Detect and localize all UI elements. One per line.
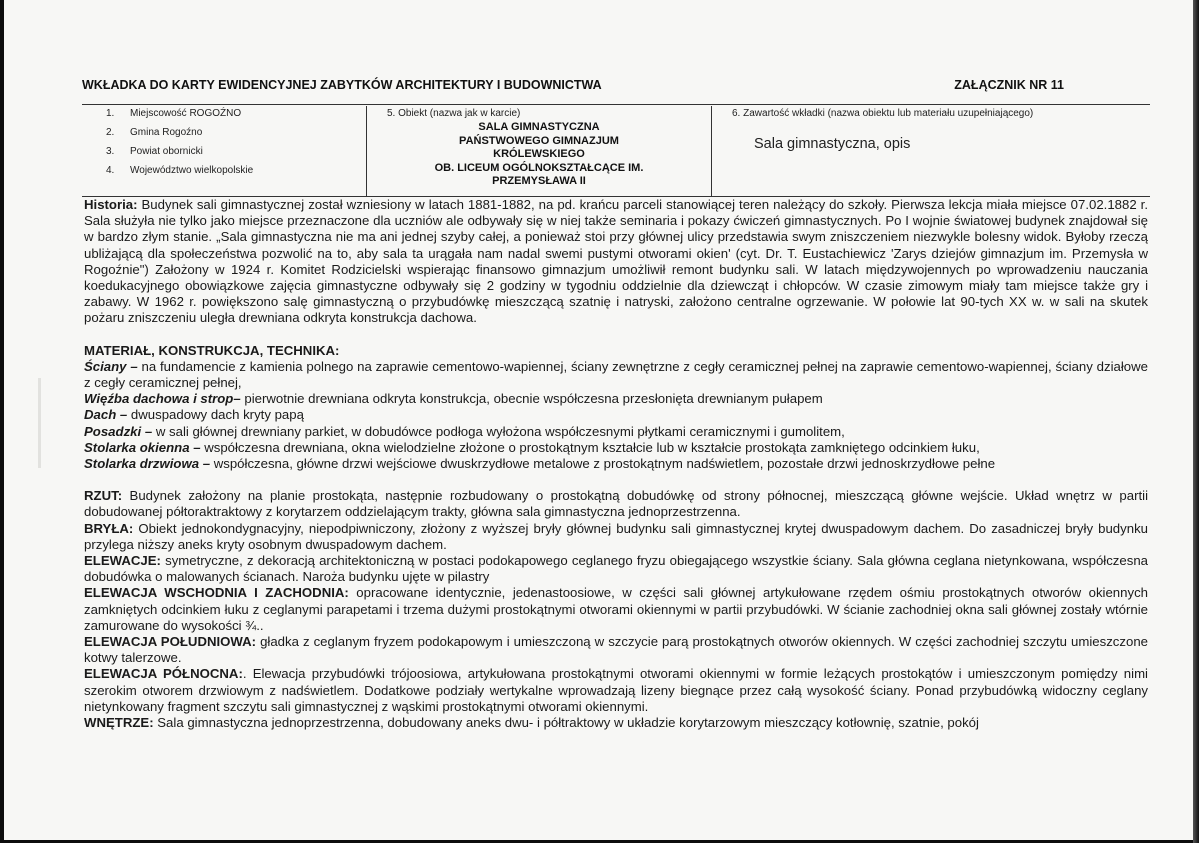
location-voivodeship: 4. Województwo wielkopolskie <box>106 165 254 176</box>
section-interior: WNĘTRZE: Sala gimnastyczna jednoprzestrzenna, dobudowany aneks dwu- i półtraktowy w układzie korytarzowym mieszczący kotłownię, szatnie, pokój <box>84 715 979 731</box>
section-east-west-elevation: ELEWACJA WSCHODNIA I ZACHODNIA: opracowane identycznie, jedenastoosiowe, w części sali głównej artykułowane rzędem ośmiu prostokątnych otworów okiennych zamkniętych odcinkiem łuku z ceglanymi parapetami i trzema dużymi prostokątnymi otworami okiennymi w partii przybudówki. W ścianie zachodniej okna sali głównej zostały wtórnie zamurowane do wysokości ¾.. <box>84 585 1148 633</box>
object-column <box>367 106 712 196</box>
info-table <box>82 106 1150 196</box>
section-elevations: ELEWACJE: symetryczne, z dekoracją architektoniczną w postaci podokapowego ceglanego fryzu obiegającego wszystkie ściany. Sala główna ceglana nietynkowana, współczesna dobudówka o malowanych ścianach. Naroża budynku ujęte w pilastry <box>84 553 1148 585</box>
description-body <box>84 197 1148 731</box>
location-locality: 1. Miejscowość ROGOŹNO <box>106 108 242 119</box>
material-walls: Ściany – na fundamencie z kamienia polnego na zaprawie cementowo-wapiennej, ściany zewnętrzne z cegły ceramicznej pełnej na zaprawie cementowo-wapiennej, ściany działowe z cegły ceramicznej pełnej, <box>84 358 1148 391</box>
material-heading: MATERIAŁ, KONSTRUKCJA, TECHNIKA: <box>84 342 340 358</box>
section-north-elevation: ELEWACJA PÓŁNOCNA:. Elewacja przybudówki trójoosiowa, artykułowana prostokątnymi otworami okiennymi w formie leżących prostokątów i umieszczonym pomiędzy nimi szerokim otworem drzwiowym z nadświetlem. Dodatkowe podziały wertykalne wprowadzają lizeny biegnące przez całą wysokość ściany. Ponad przybudówką widoczny ceglany nietynkowany fragment szczytu sali gimnastycznej z wąskimi prostokątnymi otworami okiennymi. <box>84 666 1148 714</box>
material-roof: Dach – dwuspadowy dach kryty papą <box>84 407 304 423</box>
location-column <box>82 106 367 196</box>
scan-artifact <box>38 378 41 468</box>
contents-value: Sala gimnastyczna, opis <box>754 136 911 152</box>
form-title: WKŁADKA DO KARTY EWIDENCYJNEJ ZABYTKÓW ARCHITEKTURY I BUDOWNICTWA <box>82 78 602 92</box>
scan-border <box>1193 0 1199 843</box>
contents-label: 6. Zawartość wkładki (nazwa obiektu lub materiału uzupełniającego) <box>732 108 1034 119</box>
attachment-number: ZAŁĄCZNIK NR 11 <box>954 78 1064 92</box>
object-label: 5. Obiekt (nazwa jak w karcie) <box>387 108 521 119</box>
section-massing: BRYŁA: Obiekt jednokondygnacyjny, niepodpiwniczony, złożony z wyższej bryły głównej budynku sali gimnastycznej krytej dwuspadowym dachem. Do zasadniczej bryły budynku przylega niższy aneks kryty osobnym dwuspadowym dachem. <box>84 520 1148 552</box>
section-plan: RZUT: Budynek założony na planie prostokąta, następnie rozbudowany o prostokątną dobudówkę od strony północnej, mieszczącą główne wejście. Układ wnętrz w partii dobudowanej półtoraktraktowy z korytarzem oddzielającym trakty, główna sala gimnastyczna jednoprzestrzenna. <box>84 488 1148 520</box>
contents-column <box>712 106 1150 196</box>
material-roof-truss: Więźba dachowa i strop– pierwotnie drewniana odkryta konstrukcja, obecnie współczesna przesłonięta drewnianym pułapem <box>84 391 823 407</box>
material-windows: Stolarka okienna – współczesna drewniana, okna wielodzielne złożone o prostokątnym kształcie lub w kształcie prostokąta zamkniętego odcinkiem łuku, <box>84 439 980 455</box>
header-divider <box>82 104 1150 105</box>
document-page <box>4 0 1197 840</box>
location-commune: 2. Gmina Rogoźno <box>106 127 203 138</box>
location-district: 3. Powiat obornicki <box>106 146 203 157</box>
history-paragraph: Historia: Budynek sali gimnastycznej został wzniesiony w latach 1881-1882, na pd. krańcu parceli stanowiącej teren należący do szkoły. Pierwsza lekcja miała miejsce 07.02.1882 r. Sala służyła nie tylko jako miejsce przeznaczone dla uczniów ale odbywały się w niej także seminaria i pokazy ćwiczeń gimnastycznych. Po I wojnie światowej budynek znajdował się w bardzo złym stanie. „Sala gimnastyczna nie ma ani jednej szyby całej, a ponieważ stoi przy głównej ulicy przedstawia swym zniszczeniem niezwykle bolesny widok. Byłoby rzeczą ubliżającą dla społeczeństwa pozwolić na to, aby sala ta urągała nam nadal swemi pustymi otworami okien' (cyt. Dr. T. Eustachiewicz 'Zarys dziejów gimnazjum im. Przemysła w Rogoźnie") Założony w 1924 r. Komitet Rodzicielski wspierając finansowo gimnazjum umożliwił remont budynku sali. W latach międzywojennych po wprowadzeniu nauczania koedukacyjnego obowiązkowe zajęcia gimnastyczne odbywały się 2 godziny w tygodniu oddzielnie dla dziewcząt i chłopców. W czasie zimowym miały tam miejsce także gry i zabawy. W 1962 r. powiększono salę gimnastyczną o przybudówkę mieszczącą szatnię i natryski, założono centralne ogrzewanie. W połowie lat 90-tych XX w. w sali na skutek pożaru zniszczeniu uległa drewniana odkryta konstrukcja dachowa. <box>84 197 1148 326</box>
section-south-elevation: ELEWACJA POŁUDNIOWA: gładka z ceglanym fryzem podokapowym i umieszczoną w szczycie parą prostokątnych otworów okiennych. W części zachodniej szczytu umieszczone kotwy talerzowe. <box>84 634 1148 666</box>
object-name: SALA GIMNASTYCZNA PAŃSTWOWEGO GIMNAZJUM KRÓLEWSKIEGO OB. LICEUM OGÓLNOKSZTAŁCĄCE IM. PRZEMYSŁAWA II <box>434 121 644 187</box>
material-floors: Posadzki – w sali głównej drewniany parkiet, w dobudówce podłoga wyłożona współczesnymi płytkami ceramicznymi i gumolitem, <box>84 423 845 439</box>
material-doors: Stolarka drzwiowa – współczesna, główne drzwi wejściowe dwuskrzydłowe metalowe z prostokątnym nadświetlem, pozostałe drzwi jednoskrzydłowe pełne <box>84 456 996 472</box>
